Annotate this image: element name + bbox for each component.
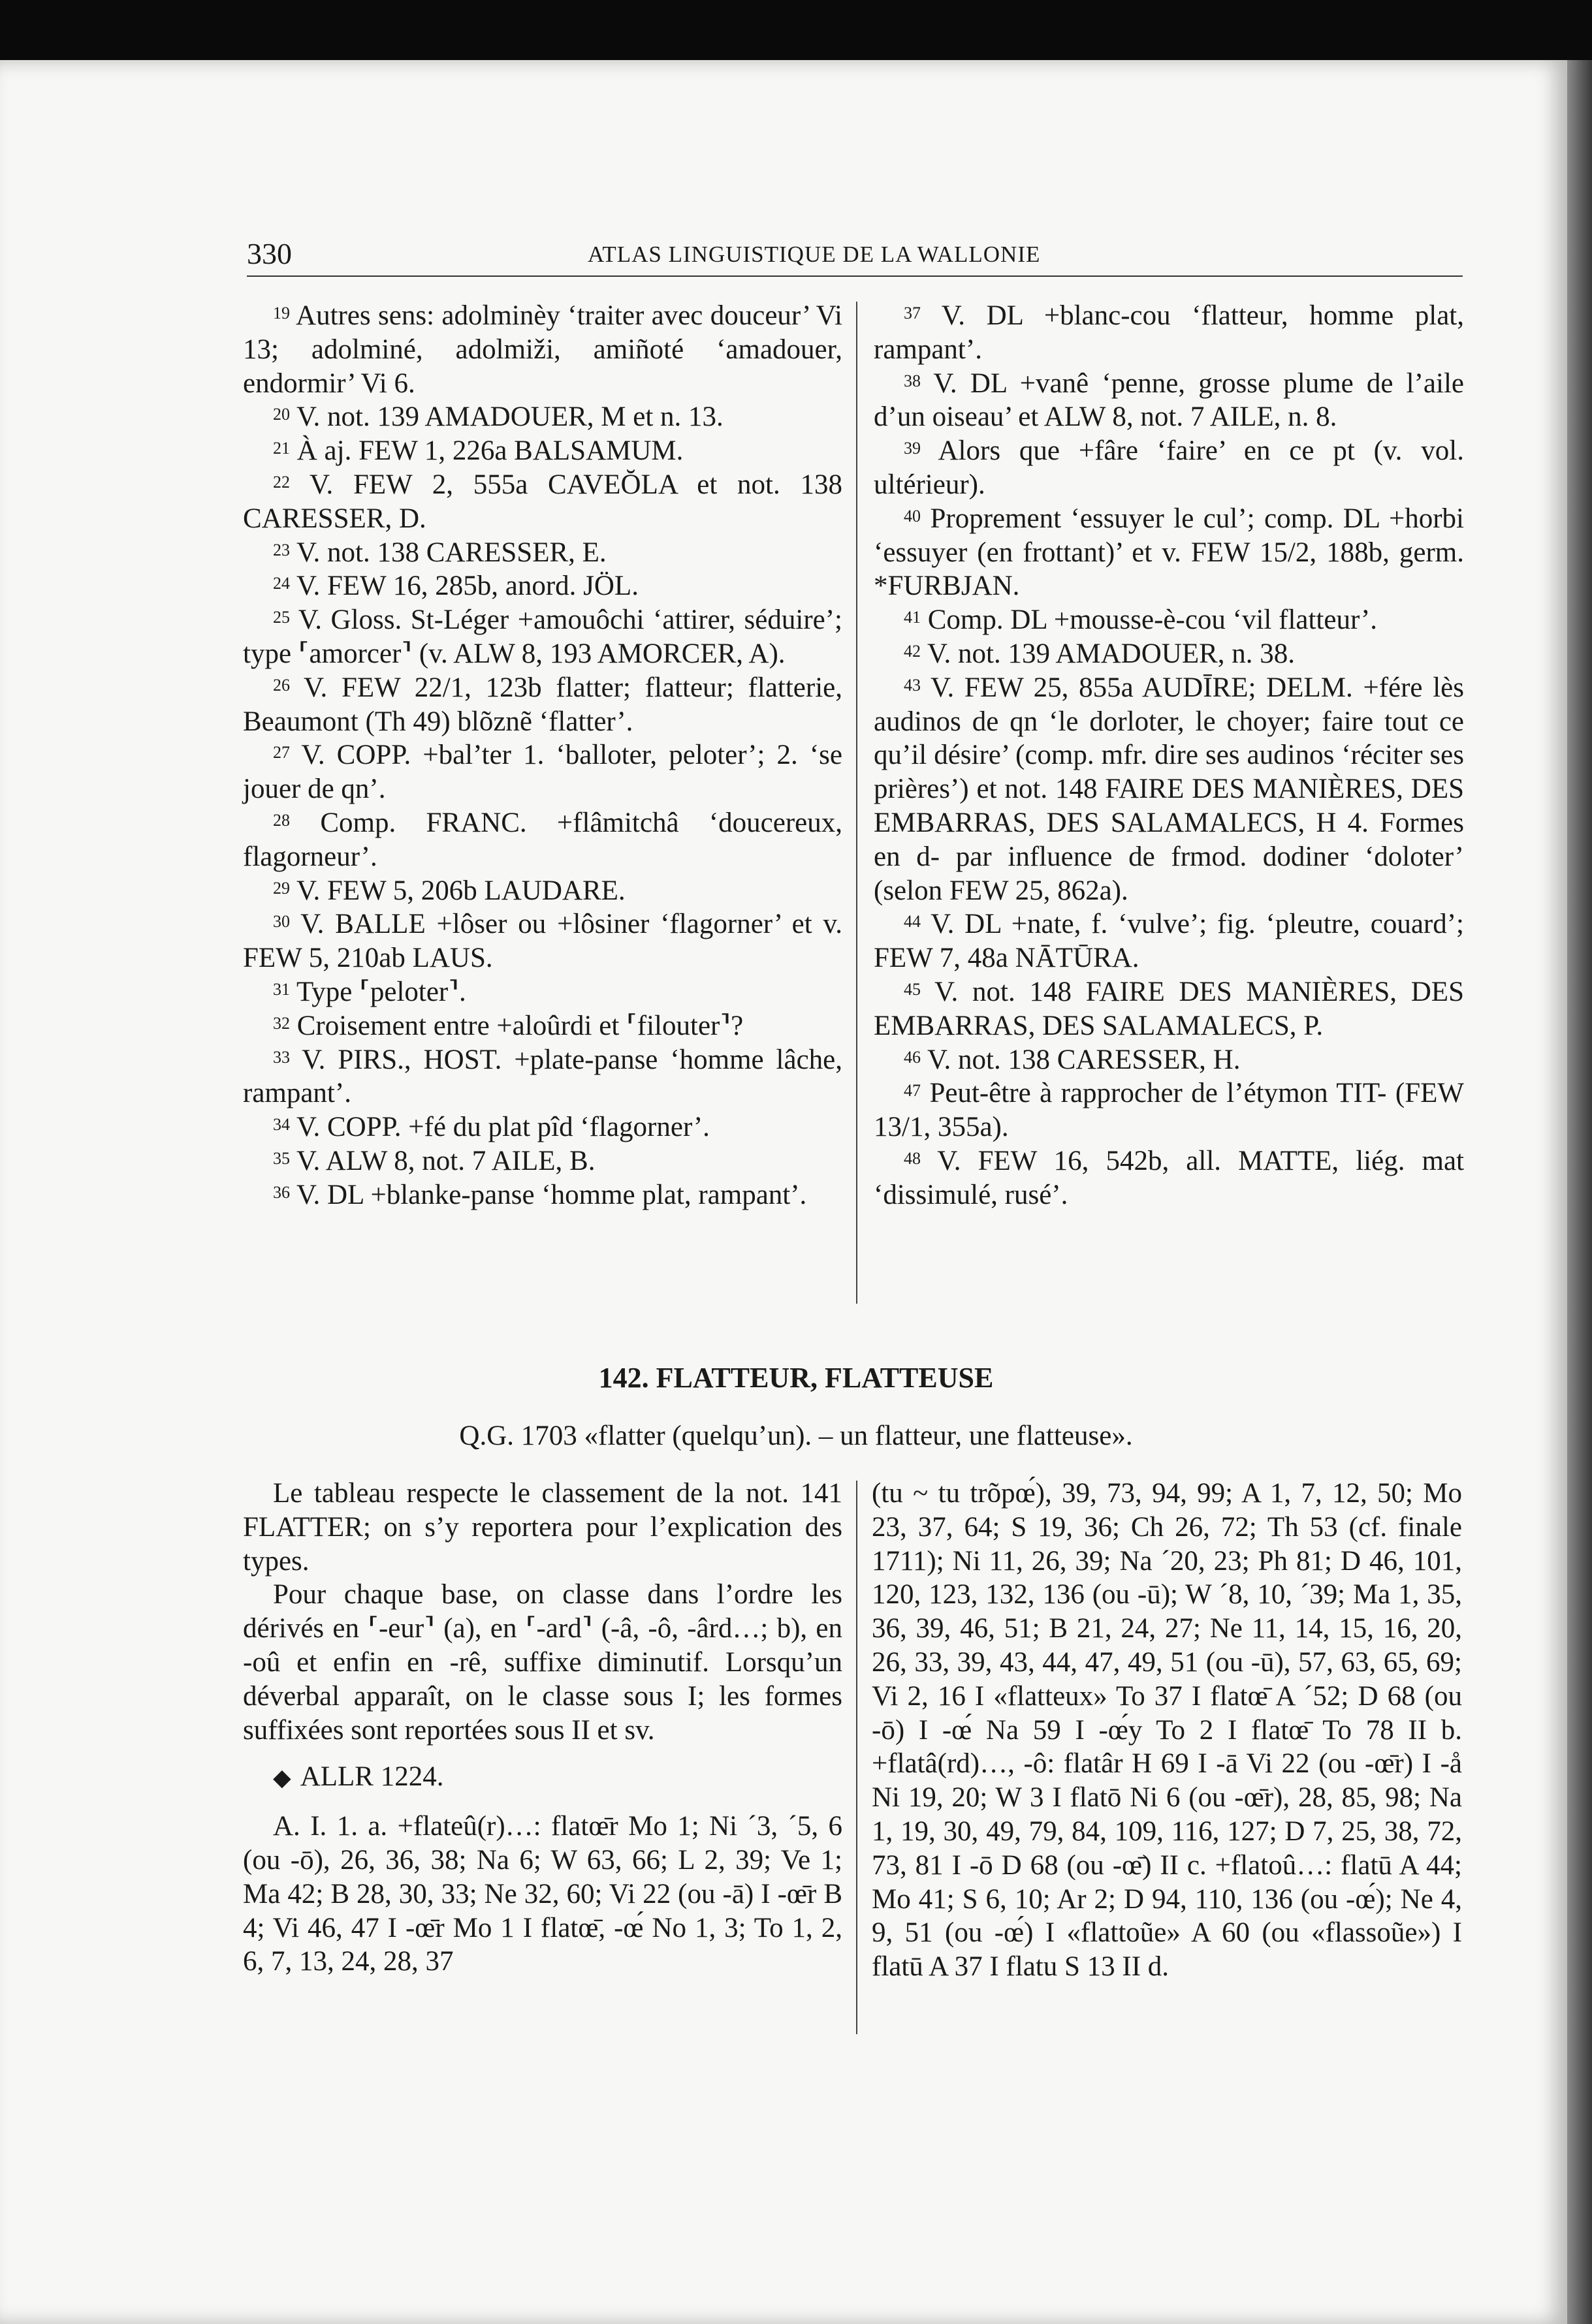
footnote-38: $^{38}$ V. DL +vanê ‘penne, grosse plume de l’aile d’un oiseau’ et ALW 8, not. 7 AILE, n. 8. xyxy=(874,368,1464,433)
footnote-32: $^{32}$ Croisement entre +aloûrdi et ⸢filouter⸣? xyxy=(273,1010,744,1041)
footnote-28: $^{28}$ Comp. FRANC. +flâmitchâ ‘doucereux, flagorneur’. xyxy=(243,807,842,872)
allr-reference: ◆ ALLR 1224. xyxy=(273,1761,444,1793)
entry-continuation: (tu ~ tu trõpœ́), 39, 73, 94, 99; A 1, 7, 12, 50; Mo 23, 37, 64; S 19, 36; Ch 26, 72; Th 53 (cf. finale 1711); Ni 11, 26, 39; Na ´20, 23; Ph 81; D 46, 101, 120, 123, 132, 136 (ou -ū); W ´8, 10, ´39; Ma 1, 35, 36, 39, 46, 51; B 21, 24, 27; Ne 11, 14, 15, 16, 20, 26, 33, 39, 43, 44, 47, 49, 51 (ou -ū), 57, 63, 65, 69; Vi 2, 16 I «flatteux» To 37 I flatœ̄ A ´52; D 68 (ou -ō) I -œ́ Na 59 I -œ́y To 2 I flatœ̄ To 78 II b. +flatâ(rd)…, -ô: flatâr H 69 I -ā Vi 22 (ou -œ̄r) I -å Ni 19, 20; W 3 I flatō Ni 6 (ou -œ̄r), 28, 85, 98; Na 1, 19, 30, 49, 79, 84, 109, 116, 127; D 7, 25, 38, 72, 73, 81 I -ō D 68 (ou -œ̄) II c. +flatoû…: flatū A 44; Mo 41; S 6, 10; Ar 2; D 94, 110, 136 (ou -œ́); Ne 4, 9, 51 (ou -œ́) I «flattoũe» A 60 (ou «flassoũe») I flatū A 37 I flatu S 13 II d. xyxy=(872,1478,1462,1983)
footnote-23: $^{23}$ V. not. 138 CARESSER, E. xyxy=(273,537,607,568)
body-left-column xyxy=(243,1477,842,1979)
footnote-24: $^{24}$ V. FEW 16, 285b, anord. JÖL. xyxy=(273,571,639,602)
footnote-29: $^{29}$ V. FEW 5, 206b LAUDARE. xyxy=(273,875,626,906)
footnote-37: $^{37}$ V. DL +blanc-cou ‘flatteur, homme plat, rampant’. xyxy=(874,300,1464,365)
footnote-43: $^{43}$ V. FEW 25, 855a AUDĪRE; DELM. +fére lès audinos de qn ‘le dorloter, le choyer; faire tout ce qu’il désire’ (comp. mfr. dire ses audinos ‘réciter ses prières’) et not. 148 FAIRE DES MANIÈRES, DES EMBARRAS, DES SALAMALECS, H 4. Formes en d- par influence de frmod. dodiner ‘doloter’ (selon FEW 25, 862a). xyxy=(874,672,1464,906)
footnote-39: $^{39}$ Alors que +fâre ‘faire’ en ce pt (v. vol. ultérieur). xyxy=(874,435,1464,500)
body-column-divider xyxy=(856,1481,857,2034)
footnote-27: $^{27}$ V. COPP. +bal’ter 1. ‘balloter, peloter’; 2. ‘se jouer de qn’. xyxy=(243,740,843,805)
page-number: 330 xyxy=(247,237,292,270)
footnote-25: $^{25}$ V. Gloss. St-Léger +amouôchi ‘attirer, séduire’; type ⸢amorcer⸣ (v. ALW 8, 193 AMORCER, A). xyxy=(243,605,842,669)
footnote-26: $^{26}$ V. FEW 22/1, 123b flatter; flatteur; flatterie, Beaumont (Th 49) blõznẽ ‘flatter’. xyxy=(243,672,842,737)
footnote-35: $^{35}$ V. ALW 8, not. 7 AILE, B. xyxy=(273,1145,596,1176)
question-line: Q.G. 1703 «flatter (quelqu’un). – un flatteur, une flatteuse». xyxy=(459,1421,1133,1451)
page-header xyxy=(247,236,1463,268)
footnote-20: $^{20}$ V. not. 139 AMADOUER, M et n. 13. xyxy=(273,401,724,433)
classification-paragraph: Pour chaque base, on classe dans l’ordre les dérivés en ⸢-eur⸣ (a), en ⸢-ard⸣ (-â, -ô, -ârd…; b), en -oû et enfin en -rê, suffixe diminutif. Lorsqu’un déverbal apparaît, on le classe sous I; les formes suffixées sont reportées sous II et sv. xyxy=(243,1579,842,1746)
running-title: ATLAS LINGUISTIQUE DE LA WALLONIE xyxy=(588,242,1041,267)
footnote-45: $^{45}$ V. not. 148 FAIRE DES MANIÈRES, DES EMBARRAS, DES SALAMALECS, P. xyxy=(874,976,1464,1041)
footnote-33: $^{33}$ V. PIRS., HOST. +plate-panse ‘homme lâche, rampant’. xyxy=(243,1044,842,1109)
footnote-48: $^{48}$ V. FEW 16, 542b, all. MATTE, liég. mat ‘dissimulé, rusé’. xyxy=(874,1145,1464,1210)
entry-paragraph: A. I. 1. a. +flateû(r)…: flatœ̄r Mo 1; Ni ´3, ´5, 6 (ou -ō), 26, 36, 38; Na 6; W 63, 66; L 2, 39; Ve 1; Ma 42; B 28, 30, 33; Ne 32, 60; Vi 22 (ou -ā) I -œ̄r B 4; Vi 46, 47 I -œ̄r Mo 1 I flatœ̄, -œ́ No 1, 3; To 1, 2, 6, 7, 13, 24, 28, 37 xyxy=(243,1811,842,1977)
footnote-40: $^{40}$ Proprement ‘essuyer le cul’; comp. DL +horbi ‘essuyer (en frottant)’ et v. FEW 15/2, 188b, germ. *FURBJAN. xyxy=(874,503,1465,602)
notes-column-divider xyxy=(856,302,857,1304)
footnote-41: $^{41}$ Comp. DL +mousse-è-cou ‘vil flatteur’. xyxy=(904,605,1377,636)
diamond-bullet-icon: ◆ xyxy=(273,1765,291,1791)
footnote-47: $^{47}$ Peut-être à rapprocher de l’étymon TIT- (FEW 13/1, 355a). xyxy=(874,1078,1464,1143)
footnote-36: $^{36}$ V. DL +blanke-panse ‘homme plat, rampant’. xyxy=(273,1179,807,1210)
notes-right-column xyxy=(874,299,1464,1212)
footnote-30: $^{30}$ V. BALLE +lôser ou +lôsiner ‘flagorner’ et v. FEW 5, 210ab LAUS. xyxy=(243,909,842,974)
section-title: 142. FLATTEUR, FLATTEUSE xyxy=(598,1362,994,1394)
footnote-22: $^{22}$ V. FEW 2, 555a CAVEŎLA et not. 138 CARESSER, D. xyxy=(243,469,842,534)
footnote-34: $^{34}$ V. COPP. +fé du plat pîd ‘flagorner’. xyxy=(273,1112,710,1143)
intro-paragraph: Le tableau respecte le classement de la not. 141 FLATTER; on s’y reportera pour l’explication des types. xyxy=(243,1478,842,1577)
footnote-19: $^{19}$ Autres sens: adolminèy ‘traiter avec douceur’ Vi 13; adolminé, adolmiži, amiñoté ‘amadouer, endormir’ Vi 6. xyxy=(243,300,842,399)
footnote-44: $^{44}$ V. DL +nate, f. ‘vulve’; fig. ‘pleutre, couard’; FEW 7, 48a NĀTŪRA. xyxy=(874,909,1464,974)
header-rule xyxy=(247,275,1463,277)
body-right-column xyxy=(872,1477,1462,1984)
notes-left-column xyxy=(243,299,842,1212)
page-edge-shadow xyxy=(1567,60,1592,2324)
scan-top-border xyxy=(0,0,1592,65)
footnote-21: $^{21}$ À aj. FEW 1, 226a BALSAMUM. xyxy=(273,435,684,467)
footnote-31: $^{31}$ Type ⸢peloter⸣. xyxy=(273,976,466,1007)
footnote-42: $^{42}$ V. not. 139 AMADOUER, n. 38. xyxy=(904,638,1296,669)
footnote-46: $^{46}$ V. not. 138 CARESSER, H. xyxy=(904,1044,1241,1075)
